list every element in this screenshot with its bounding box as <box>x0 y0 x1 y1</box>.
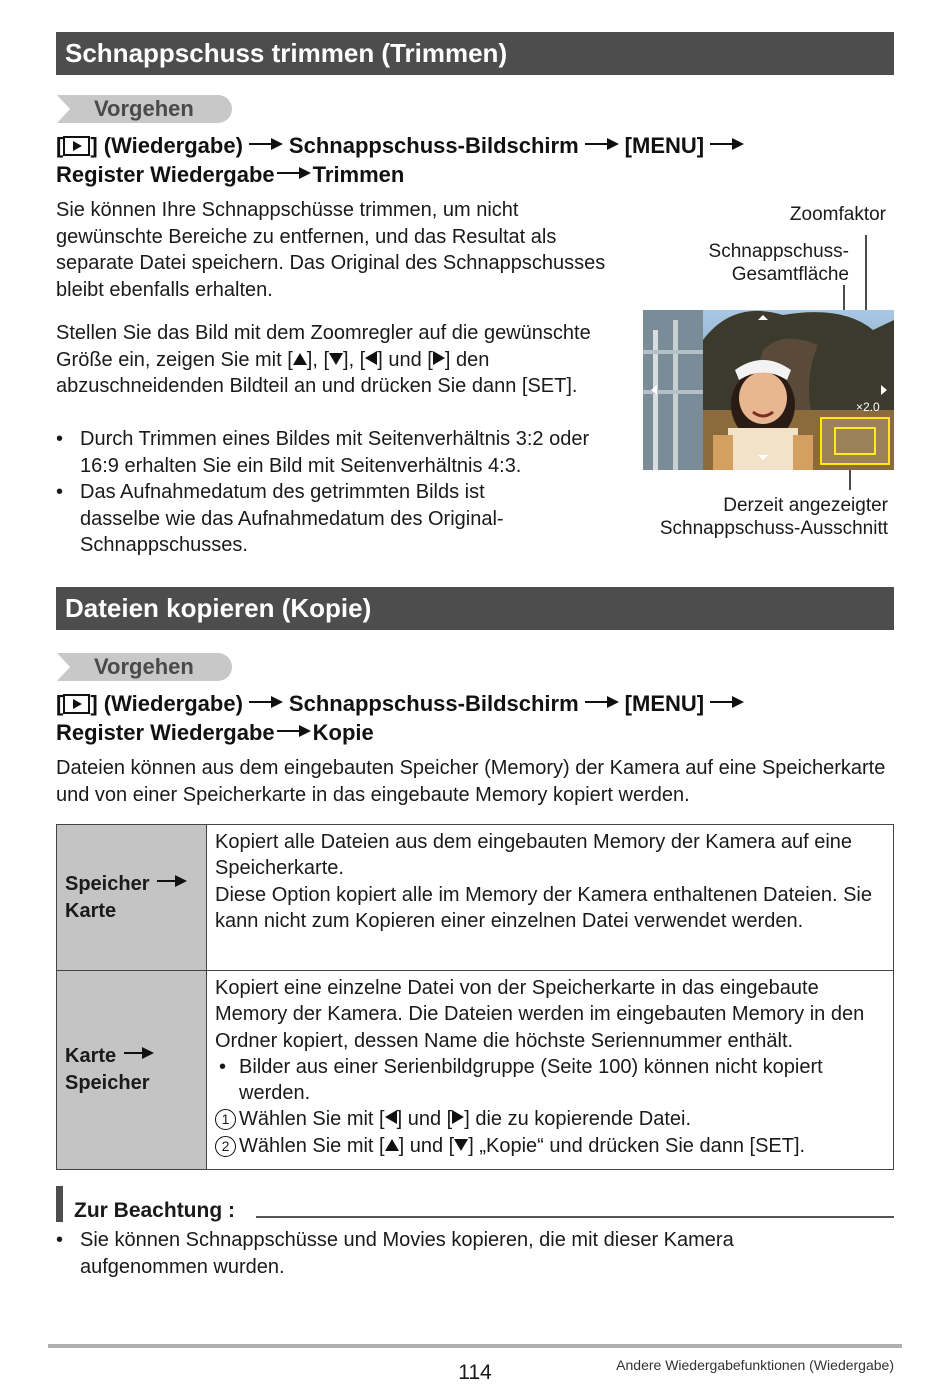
arrow-right-icon <box>585 695 619 709</box>
down-arrow-icon <box>329 353 343 365</box>
play-icon <box>63 136 90 156</box>
table-row-card-to-memory <box>57 971 893 1169</box>
right-arrow-icon <box>452 1110 464 1124</box>
section-title-copy: Dateien kopieren (Kopie) <box>56 587 894 630</box>
right-arrow-icon <box>433 351 445 365</box>
trim-instruction-text: Stellen Sie das Bild mit dem Zoomregler auf die gewünschte Größe ein, zeigen Sie mit [ ], [ ], [ ] und [ ] den abzuschneidenden Bildteil an und drücken Sie dann [SET]. <box>56 322 591 397</box>
copy-intro-text: Dateien können aus dem eingebauten Speicher (Memory) der Kamera auf eine Speicherkarte und von einer Speicherkarte in das eingebaute Memory kopiert werden. <box>56 757 886 806</box>
procedure-marker-icon <box>57 95 70 123</box>
table-row-head: Speicher Karte <box>57 825 207 970</box>
up-arrow-icon <box>293 353 307 365</box>
arrow-right-icon <box>277 724 311 738</box>
note-marker <box>56 1186 63 1222</box>
table-row-head: Karte Speicher <box>57 971 207 1169</box>
arrow-right-icon <box>249 695 283 709</box>
navigation-path-copy: [ ] (Wiedergabe) Schnappschuss-Bildschirm [MENU] Register Wiedergabe Kopie <box>56 689 856 747</box>
step-number-2: 2 <box>215 1136 236 1157</box>
step-number-1: 1 <box>215 1109 236 1130</box>
page-number: 114 <box>458 1361 492 1384</box>
trim-preview-photo <box>643 310 894 470</box>
play-icon <box>63 694 90 714</box>
caption-total-area: Schnappschuss- Gesamtfläche <box>708 241 849 285</box>
note-bullet: • Sie können Schnappschüsse und Movies kopieren, die mit dieser Kamera aufgenommen wurden. <box>56 1229 734 1278</box>
section-title-trim: Schnappschuss trimmen (Trimmen) <box>56 32 894 75</box>
arrow-right-icon <box>710 137 744 151</box>
up-arrow-icon <box>385 1139 399 1151</box>
caption-zoom-factor: Zoomfaktor <box>789 204 886 225</box>
table-row-body: Kopiert alle Dateien aus dem eingebauten Memory der Kamera auf eine Speicherkarte. Diese Option kopiert alle im Memory der Kamera enthaltenen Dateien. Sie kann nicht zum Kopieren einer einzelnen Datei verwendet werden. <box>215 831 872 932</box>
copy-options-table <box>56 824 894 1170</box>
arrow-right-icon <box>249 137 283 151</box>
arrow-right-icon <box>124 1046 154 1060</box>
procedure-label <box>57 653 232 681</box>
trim-bullet-1: • Durch Trimmen eines Bildes mit Seitenverhältnis 3:2 oder 16:9 erhalten Sie ein Bild mit Seitenverhältnis 4:3. <box>56 428 590 477</box>
procedure-label <box>57 95 232 123</box>
chapter-title: Andere Wiedergabefunktionen (Wiedergabe) <box>616 1357 894 1373</box>
arrow-right-icon <box>585 137 619 151</box>
arrow-right-icon <box>277 166 311 180</box>
note-title: Zur Beachtung : <box>74 1199 235 1222</box>
trim-intro-text: Sie können Ihre Schnappschüsse trimmen, um nicht gewünschte Bereiche zu entfernen, und das Resultat als separate Datei speichern. Das Original des Schnappschusses bleibt ebenfalls erhalten. <box>56 199 606 301</box>
procedure-marker-icon <box>57 653 70 681</box>
navigation-path-trim: [ ] (Wiedergabe) Schnappschuss-Bildschirm [MENU] Register Wiedergabe Trimmen <box>56 131 856 189</box>
caption-current-area: Derzeit angezeigter Schnappschuss-Ausschnitt <box>659 495 888 539</box>
left-arrow-icon <box>365 351 377 365</box>
table-row-body: Kopiert eine einzelne Datei von der Speicherkarte in das eingebaute Memory der Kamera. Die Dateien werden im eingebauten Memory in den Ordner kopiert, dessen Name die höchste Seriennummer enthält. • Bilder aus einer Serienbildgruppe (Seite 100) können nicht kopiert werden. 1 Wählen Sie mit [ ] und [ ] die zu kopierende Datei. 2 Wählen Sie mit [ ] und [ ] „Kopie“ und drücken Sie dann [SET]. <box>215 977 865 1157</box>
note-divider <box>256 1216 894 1218</box>
arrow-right-icon <box>157 874 187 888</box>
trim-bullet-2: • Das Aufnahmedatum des getrimmten Bilds ist dasselbe wie das Aufnahmedatum des Original-Schnappschusses. <box>56 481 504 556</box>
procedure-label-text: Vorgehen <box>94 654 194 679</box>
zoom-factor-readout: ×2.0 <box>856 400 880 414</box>
arrow-right-icon <box>710 695 744 709</box>
table-row-memory-to-card <box>57 825 893 971</box>
left-arrow-icon <box>385 1110 397 1124</box>
procedure-label-text: Vorgehen <box>94 96 194 121</box>
down-arrow-icon <box>454 1139 468 1151</box>
footer-divider <box>48 1344 902 1348</box>
